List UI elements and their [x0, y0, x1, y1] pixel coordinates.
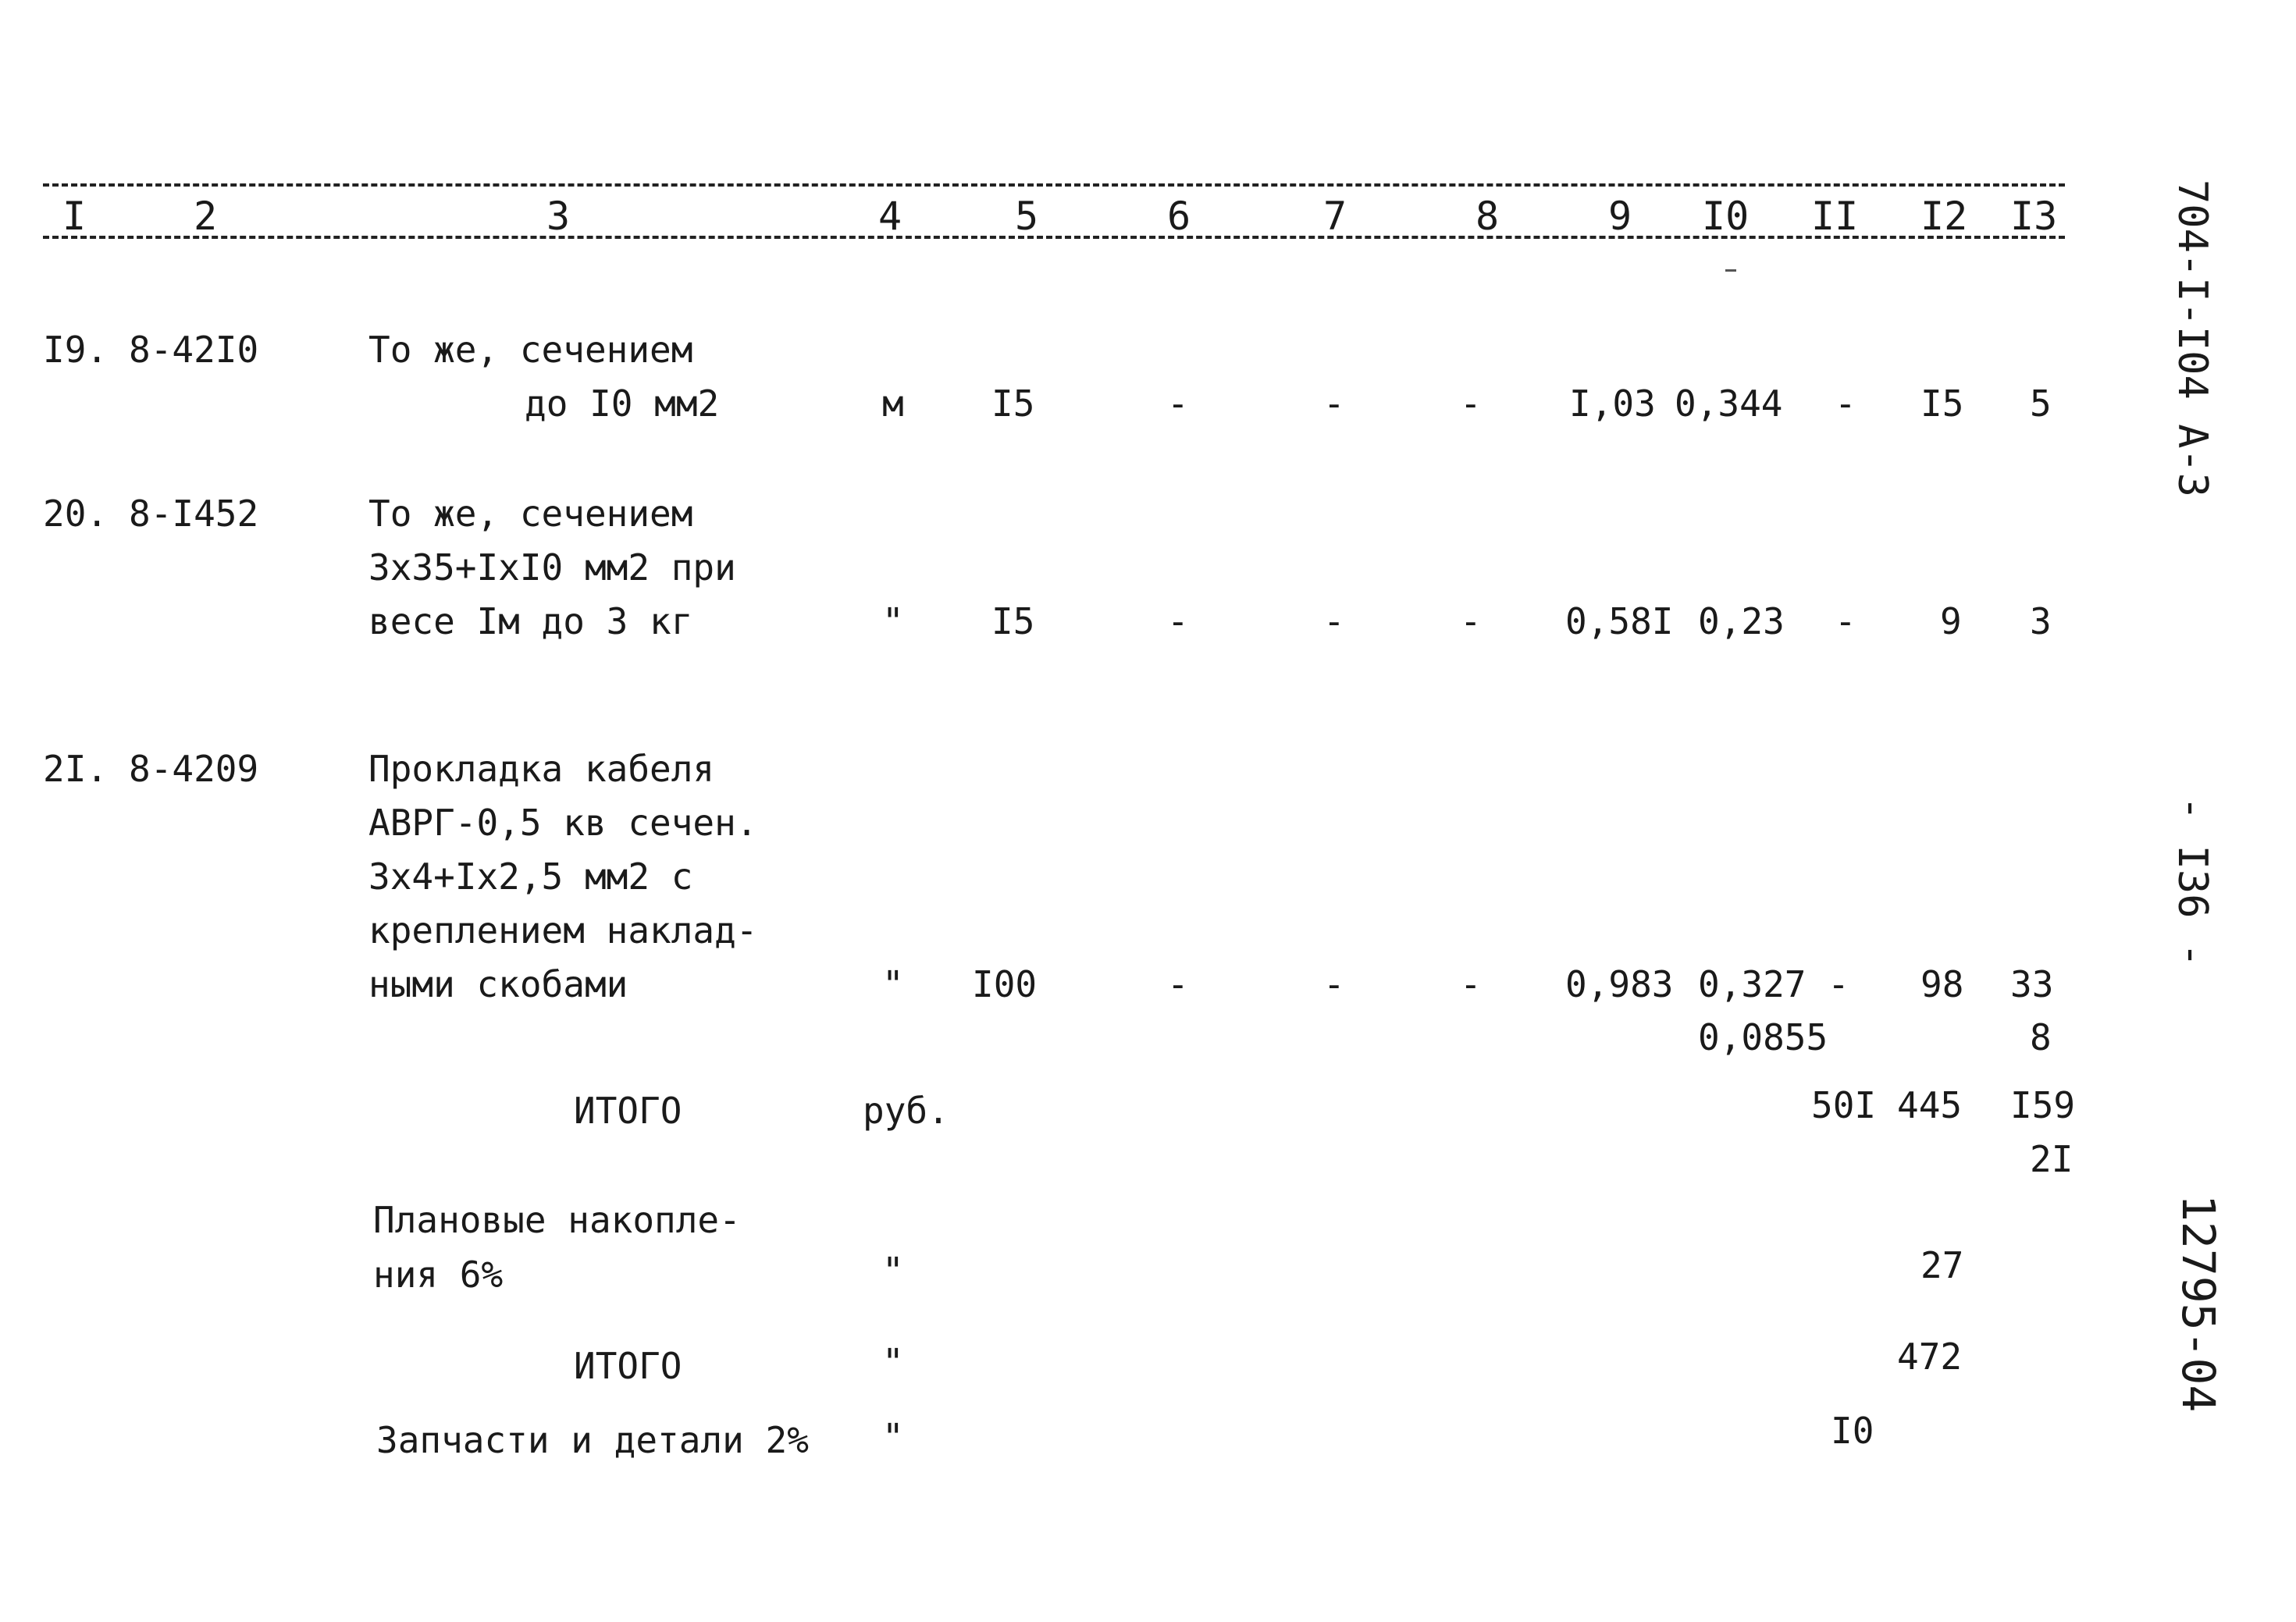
row-21-col12: 98	[1920, 963, 1964, 1005]
row-20-code: 8-I452	[129, 493, 259, 535]
row-20-unit: "	[882, 600, 904, 642]
col-header-13: I3	[2010, 194, 2058, 239]
margin-doc-code: 704-I-I04 А-3	[2169, 180, 2216, 497]
row-20-col9: 0,58I	[1565, 600, 1674, 642]
row-19-col7: -	[1323, 382, 1345, 425]
parts-unit: "	[882, 1416, 904, 1458]
col-header-11: II	[1811, 194, 1859, 239]
row-19-col8: -	[1460, 382, 1482, 425]
row-20-col12: 9	[1940, 600, 1962, 642]
col-header-4: 4	[878, 194, 902, 239]
margin-page-number: - I36 -	[2169, 796, 2216, 968]
header-mark	[1725, 269, 1736, 272]
row-19-qty: I5	[991, 382, 1035, 425]
row-21-col10: 0,327 -	[1698, 963, 1849, 1005]
row-21-col6: -	[1167, 963, 1189, 1005]
row-19-col11: -	[1835, 382, 1856, 425]
row-21-qty: I00	[972, 963, 1038, 1005]
col-header-5: 5	[1015, 194, 1039, 239]
row-20-qty: I5	[991, 600, 1035, 642]
itogo-1-col13-second: 2I	[2030, 1138, 2074, 1180]
row-21-col7: -	[1323, 963, 1345, 1005]
row-20-col7: -	[1323, 600, 1345, 642]
itogo-2-unit: "	[882, 1341, 904, 1383]
col-header-9: 9	[1608, 194, 1632, 239]
plan-label-line1: Плановые накопле-	[373, 1199, 741, 1241]
row-21-desc-line5: ными скобами	[368, 963, 628, 1005]
row-19-code: 8-42I0	[129, 329, 259, 371]
row-20-col11: -	[1835, 600, 1856, 642]
row-21-col13-second: 8	[2030, 1016, 2052, 1058]
row-20-col10: 0,23	[1698, 600, 1785, 642]
row-19-desc-line2: до I0 мм2	[525, 382, 720, 425]
header-top-rule	[43, 183, 2065, 187]
col-header-12: I2	[1920, 194, 1968, 239]
margin-archive-number: 12795-04	[2172, 1194, 2225, 1413]
itogo-1-label: ИТОГО	[574, 1090, 682, 1132]
itogo-1-col11: 50I	[1811, 1084, 1877, 1126]
plan-unit: "	[882, 1250, 904, 1292]
itogo-2-label: ИТОГО	[574, 1345, 682, 1387]
itogo-1-unit: руб.	[863, 1090, 949, 1132]
row-21-desc-line4: креплением наклад-	[368, 909, 758, 952]
row-20-desc-line2: 3х35+IхI0 мм2 при	[368, 546, 736, 589]
itogo-2-value: 472	[1897, 1336, 1963, 1378]
col-header-10: I0	[1702, 194, 1750, 239]
itogo-1-col13: I59	[2010, 1084, 2076, 1126]
row-20-number: 20.	[43, 493, 109, 535]
row-19-col6: -	[1167, 382, 1189, 425]
row-19-col12: I5	[1920, 382, 1964, 425]
row-19-number: I9.	[43, 329, 109, 371]
row-19-unit: м	[882, 382, 904, 425]
parts-label: Запчасти и детали 2%	[376, 1419, 809, 1461]
col-header-7: 7	[1323, 194, 1347, 239]
row-19-col9: I,03	[1569, 382, 1656, 425]
row-21-desc-line2: АВРГ-0,5 кв сечен.	[368, 802, 758, 844]
row-21-col10-second: 0,0855	[1698, 1016, 1828, 1058]
row-21-unit: "	[882, 963, 904, 1005]
row-19-desc-line1: То же, сечением	[368, 329, 693, 371]
itogo-1-col12: 445	[1897, 1084, 1963, 1126]
col-header-8: 8	[1475, 194, 1500, 239]
col-header-2: 2	[194, 194, 218, 239]
col-header-6: 6	[1167, 194, 1191, 239]
col-header-3: 3	[546, 194, 571, 239]
row-20-desc-line1: То же, сечением	[368, 493, 693, 535]
row-21-number: 2I.	[43, 748, 109, 790]
parts-value: I0	[1831, 1410, 1874, 1452]
row-21-col13: 33	[2010, 963, 2054, 1005]
row-19-col10: 0,344	[1675, 382, 1783, 425]
row-20-desc-line3: весе Iм до 3 кг	[368, 600, 693, 642]
row-21-desc-line3: 3х4+Iх2,5 мм2 с	[368, 855, 693, 898]
row-21-code: 8-4209	[129, 748, 259, 790]
row-19-col13: 5	[2030, 382, 2052, 425]
row-20-col6: -	[1167, 600, 1189, 642]
plan-value: 27	[1920, 1244, 1964, 1286]
plan-label-line2: ния 6%	[373, 1254, 504, 1296]
row-21-col9: 0,983	[1565, 963, 1674, 1005]
row-21-col8: -	[1460, 963, 1482, 1005]
row-20-col13: 3	[2030, 600, 2052, 642]
col-header-1: I	[62, 194, 87, 239]
row-20-col8: -	[1460, 600, 1482, 642]
row-21-desc-line1: Прокладка кабеля	[368, 748, 715, 790]
header-bottom-rule	[43, 236, 2065, 239]
